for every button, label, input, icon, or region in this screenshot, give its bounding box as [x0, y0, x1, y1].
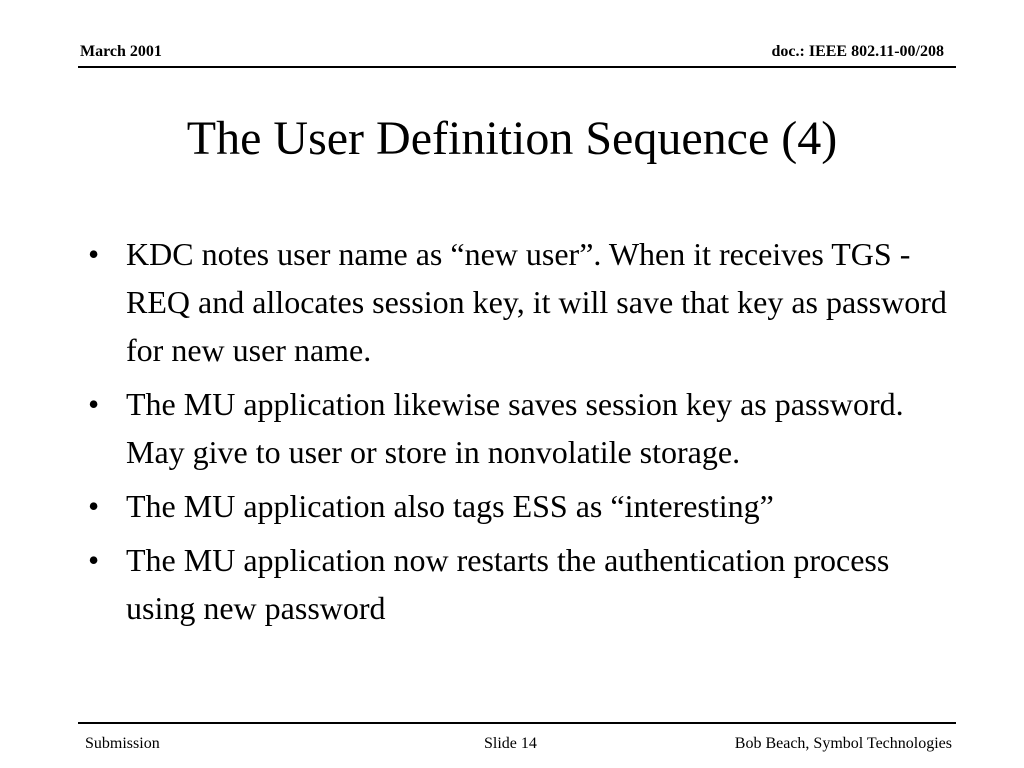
bullet-list	[80, 230, 950, 638]
header-document-id: doc.: IEEE 802.11-00/208	[771, 43, 944, 60]
header-date: March 2001	[80, 43, 162, 60]
footer-submission: Submission	[85, 735, 160, 752]
header-divider	[78, 66, 956, 68]
bullet-item	[80, 230, 950, 374]
bullet-text: The MU application also tags ESS as “interesting”	[126, 488, 774, 524]
bullet-item	[80, 482, 950, 530]
bullet-icon: •	[88, 236, 100, 272]
footer-divider	[78, 722, 956, 724]
bullet-icon: •	[88, 488, 100, 524]
footer-slide-number: Slide 14	[484, 735, 537, 752]
bullet-item	[80, 380, 950, 476]
bullet-text: The MU application likewise saves session key as password. May give to user or store in nonvolatile storage.	[126, 386, 904, 470]
footer-author: Bob Beach, Symbol Technologies	[734, 735, 952, 752]
slide-title: The User Definition Sequence (4)	[186, 112, 838, 165]
bullet-icon: •	[88, 542, 100, 578]
bullet-icon: •	[88, 386, 100, 422]
bullet-item	[80, 536, 950, 632]
bullet-text: KDC notes user name as “new user”. When it receives TGS -REQ and allocates session key, it will save that key as password for new user name.	[126, 236, 947, 368]
bullet-text: The MU application now restarts the authentication process using new password	[126, 542, 890, 626]
